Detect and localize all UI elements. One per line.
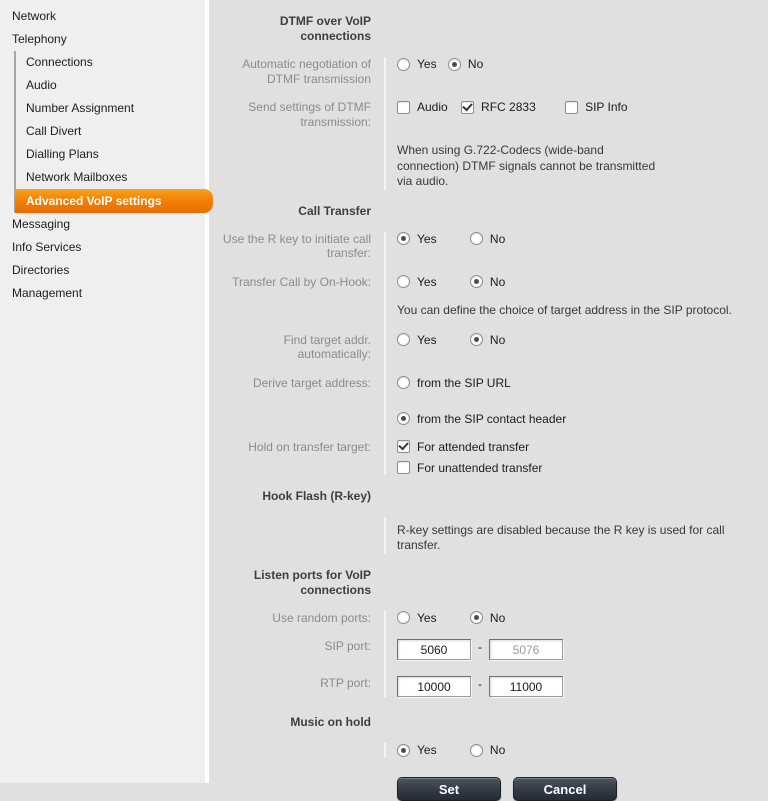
- rfc2833-checkbox[interactable]: [461, 101, 474, 114]
- set-button[interactable]: Set: [397, 777, 501, 801]
- section-header-music-on-hold: Music on hold: [290, 715, 371, 729]
- audio-checkbox-option[interactable]: [397, 100, 448, 114]
- unattended-transfer-checkbox[interactable]: [397, 461, 410, 474]
- yes-radio[interactable]: [397, 275, 410, 288]
- audio-label[interactable]: Audio: [417, 100, 448, 114]
- no-label[interactable]: No: [467, 57, 484, 71]
- auto-negotiation-row: [209, 57, 768, 86]
- yes-label[interactable]: Yes: [417, 231, 437, 246]
- sidebar-item-telephony[interactable]: Telephony: [12, 32, 67, 46]
- yes-label[interactable]: Yes: [417, 743, 437, 757]
- cancel-button[interactable]: Cancel: [513, 777, 617, 801]
- find-target-label: Find target addr. automatically:: [283, 332, 371, 361]
- sip-info-checkbox-option[interactable]: [565, 100, 627, 114]
- random-ports-row: [209, 611, 768, 626]
- hook-flash-note: R-key settings are disabled because the R key is used for call transfer.: [397, 522, 725, 552]
- no-radio[interactable]: [470, 611, 483, 624]
- rtp-port-to-input[interactable]: [489, 676, 563, 697]
- auto-negotiation-options: [384, 57, 768, 71]
- attended-transfer-option[interactable]: [397, 440, 768, 454]
- send-settings-options: [384, 100, 768, 114]
- r-key-yes-option[interactable]: [397, 232, 437, 246]
- yes-label[interactable]: Yes: [417, 610, 437, 625]
- section-header-listen-ports: Listen ports for VoIP connections: [253, 567, 371, 597]
- rtp-port-row: [209, 676, 768, 697]
- sidebar-item-messaging[interactable]: Messaging: [12, 217, 71, 231]
- attended-transfer-checkbox[interactable]: [397, 440, 410, 453]
- on-hook-label: Transfer Call by On-Hook:: [232, 274, 371, 289]
- section-body-dtmf: [209, 57, 768, 190]
- sip-url-radio[interactable]: [397, 376, 410, 389]
- auto-negotiation-yes-option[interactable]: [397, 57, 437, 71]
- no-label[interactable]: No: [489, 274, 506, 289]
- dtmf-note: When using G.722-Codecs (wide-band connection) DTMF signals cannot be transmitted via audio.: [397, 143, 656, 188]
- button-row: [397, 777, 768, 801]
- sip-port-range-dash: -: [478, 639, 482, 654]
- sip-contact-radio[interactable]: [397, 412, 410, 425]
- no-label[interactable]: No: [489, 332, 506, 347]
- derive-sip-url-option[interactable]: [397, 376, 768, 390]
- sidebar-item-directories[interactable]: Directories: [12, 263, 70, 277]
- sip-contact-label[interactable]: from the SIP contact header: [417, 411, 567, 426]
- find-target-row: [209, 333, 768, 362]
- sidebar-item-call-divert[interactable]: Call Divert: [26, 124, 82, 138]
- sip-url-label[interactable]: from the SIP URL: [417, 375, 511, 390]
- derive-target-label: Derive target address:: [252, 375, 371, 390]
- sip-port-label: SIP port:: [324, 639, 371, 653]
- send-settings-label: Send settings of DTMF transmission:: [248, 100, 371, 129]
- find-target-no-option[interactable]: [470, 333, 505, 347]
- no-label[interactable]: No: [489, 231, 506, 246]
- music-on-hold-row: [209, 743, 768, 757]
- hold-target-row: [209, 440, 768, 475]
- section-header-call-transfer: Call Transfer: [298, 203, 371, 218]
- sip-port-from-input[interactable]: [397, 639, 471, 660]
- no-label[interactable]: No: [489, 743, 506, 757]
- section-body-listen-ports: [209, 611, 768, 698]
- sip-port-to-input: [489, 639, 563, 660]
- no-radio[interactable]: [470, 333, 483, 346]
- dtmf-note-row: [209, 143, 768, 190]
- section-header-dtmf: DTMF over VoIP connections: [279, 14, 371, 43]
- no-radio[interactable]: [470, 232, 483, 245]
- sidebar-item-connections[interactable]: Connections: [26, 55, 93, 69]
- on-hook-no-option[interactable]: [470, 275, 505, 289]
- derive-target-row: [209, 376, 768, 426]
- no-label[interactable]: No: [489, 610, 506, 625]
- yes-radio[interactable]: [397, 333, 410, 346]
- sidebar-item-network[interactable]: Network: [12, 9, 57, 23]
- derive-sip-contact-option[interactable]: [397, 412, 768, 426]
- auto-negotiation-label: Automatic negotiation of DTMF transmission: [242, 57, 371, 86]
- transfer-note-row: [209, 303, 768, 319]
- random-ports-no-option[interactable]: [470, 611, 505, 625]
- rtp-port-range-dash: -: [478, 676, 482, 691]
- on-hook-row: [209, 275, 768, 290]
- section-body-call-transfer: [209, 232, 768, 475]
- yes-label[interactable]: Yes: [417, 332, 437, 347]
- music-on-hold-no-option[interactable]: [470, 743, 505, 757]
- yes-radio[interactable]: [397, 232, 410, 245]
- hook-flash-note-row: [209, 523, 768, 554]
- audio-checkbox[interactable]: [397, 101, 410, 114]
- yes-radio[interactable]: [397, 58, 410, 71]
- sidebar-item-network-mailboxes[interactable]: Network Mailboxes: [26, 170, 128, 184]
- sidebar-item-audio[interactable]: Audio: [26, 78, 57, 92]
- yes-label[interactable]: Yes: [417, 57, 437, 71]
- random-ports-label: Use random ports:: [272, 610, 371, 625]
- sip-info-label[interactable]: SIP Info: [585, 100, 628, 114]
- on-hook-yes-option[interactable]: [397, 275, 437, 289]
- sidebar: [0, 0, 209, 783]
- hold-target-label: Hold on transfer target:: [248, 439, 371, 454]
- sidebar-item-number-assignment[interactable]: Number Assignment: [26, 101, 135, 115]
- settings-panel: [209, 0, 768, 797]
- rtp-port-from-input[interactable]: [397, 676, 471, 697]
- r-key-label: Use the R key to initiate call transfer:: [222, 231, 371, 260]
- no-radio[interactable]: [470, 744, 483, 757]
- sidebar-item-dialling-plans[interactable]: Dialling Plans: [26, 147, 99, 161]
- section-header-hook-flash: Hook Flash (R-key): [262, 488, 371, 503]
- music-on-hold-yes-option[interactable]: [397, 743, 437, 757]
- unattended-transfer-option[interactable]: [397, 461, 768, 475]
- send-settings-row: [209, 100, 768, 129]
- random-ports-yes-option[interactable]: [397, 611, 437, 625]
- r-key-row: [209, 232, 768, 261]
- sidebar-item-management[interactable]: Management: [12, 286, 83, 300]
- auto-negotiation-no-option[interactable]: [448, 57, 483, 71]
- section-body-music-on-hold: [209, 743, 768, 757]
- no-radio[interactable]: [470, 275, 483, 288]
- yes-radio[interactable]: [397, 611, 410, 624]
- unattended-transfer-label[interactable]: For unattended transfer: [417, 460, 543, 475]
- rtp-port-label: RTP port:: [320, 676, 371, 690]
- sidebar-item-advanced-voip-settings[interactable]: Advanced VoIP settings: [15, 189, 213, 213]
- sidebar-item-info-services[interactable]: Info Services: [12, 240, 82, 254]
- yes-label[interactable]: Yes: [417, 274, 437, 289]
- sip-info-checkbox[interactable]: [565, 101, 578, 114]
- sip-port-row: [209, 639, 768, 660]
- rfc2833-label[interactable]: RFC 2833: [481, 100, 536, 114]
- no-radio[interactable]: [448, 58, 461, 71]
- rfc2833-checkbox-option[interactable]: [461, 100, 536, 114]
- section-body-hook-flash: [209, 517, 768, 554]
- r-key-no-option[interactable]: [470, 232, 505, 246]
- attended-transfer-label[interactable]: For attended transfer: [417, 439, 530, 454]
- find-target-yes-option[interactable]: [397, 333, 437, 347]
- yes-radio[interactable]: [397, 744, 410, 757]
- transfer-note: You can define the choice of target address in the SIP protocol.: [397, 303, 732, 317]
